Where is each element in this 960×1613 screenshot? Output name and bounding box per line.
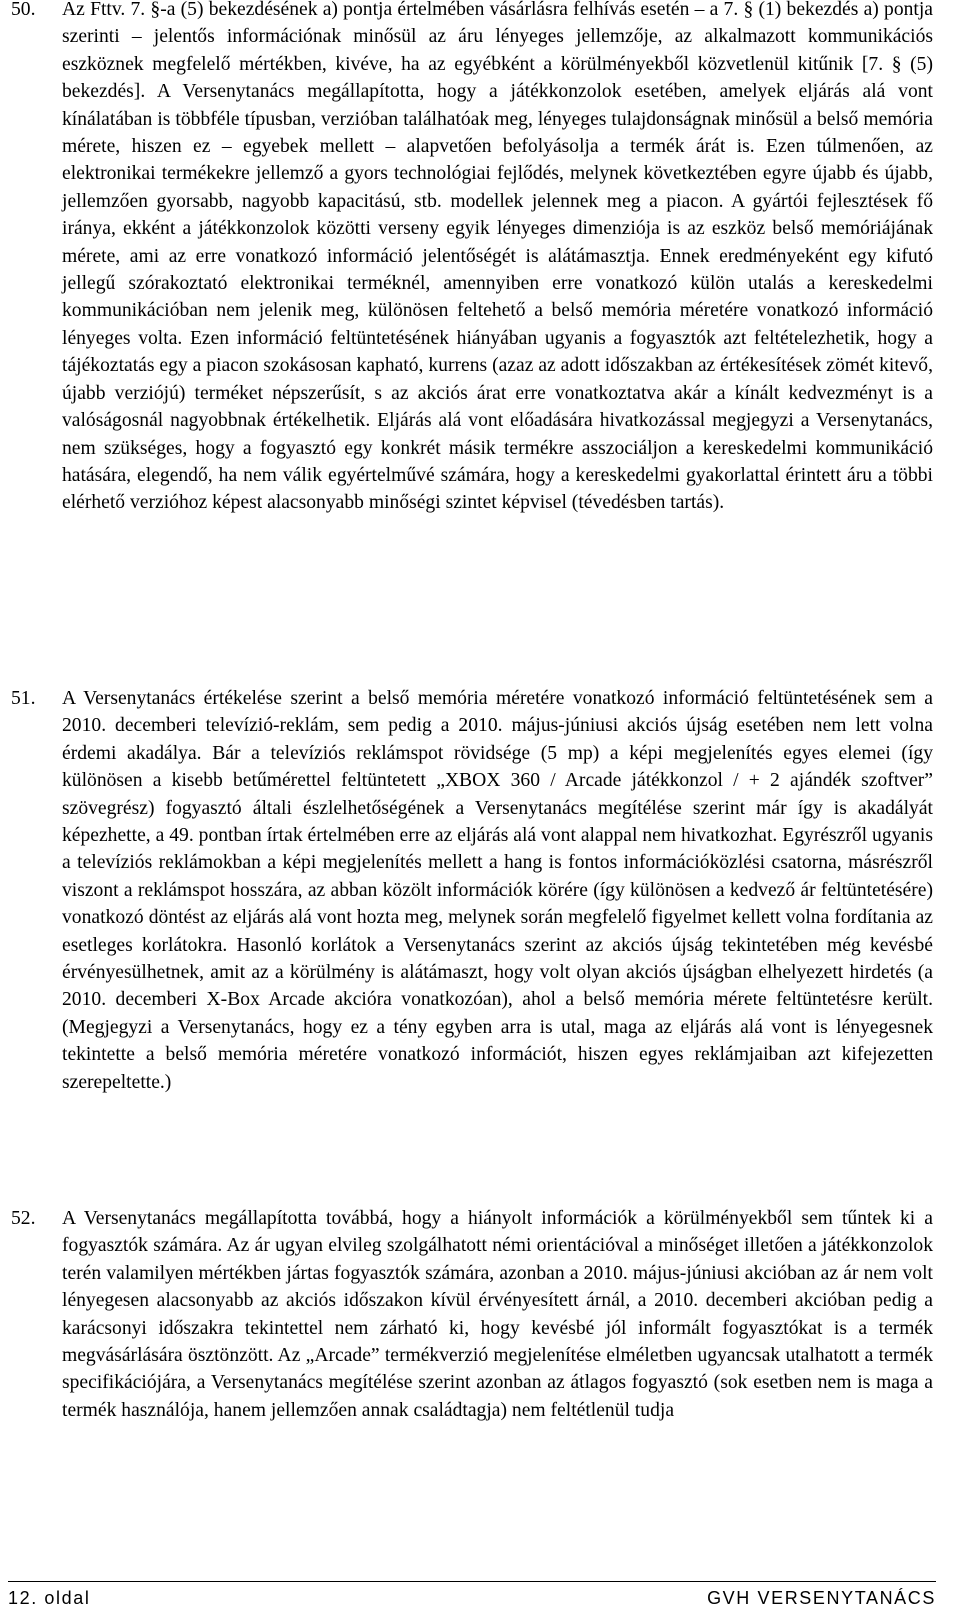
paragraph-number: 51. (11, 688, 36, 709)
paragraph-number: 52. (11, 1208, 36, 1229)
paragraph-52-text: A Versenytanács megállapította továbbá, hogy a hiányolt információk a körülményekből sem tűntek ki a fogyasztók számára. Az ár ugyan elvileg szolgálhatott némi orientációval a minőséget illetően a játékkonzolok terén valamilyen mértékben jártas fogyasztók számára, azonban a 2010. május-júniusi akcióban az ár nem volt lényegesen alacsonyabb az akciós időszakon kívül érvényesített árnál, a 2010. decemberi akcióban pedig a karácsonyi időszakra tekintettel nem zárható ki, hogy kevésbé jól informált fogyasztókat is a termék megvásárlására ösztönzött. Az „Arcade” termékverzió megjelenítése elméletben ugyancsak utalhatott a termék specifikációjára, a Versenytanács megítélése szerint azonban az átlagos fogyasztó (sok esetben nem is maga a termék használója, hanem jellemzően annak családtagja) nem feltétlenül tudja (62, 1208, 933, 1421)
paragraph-51-text: A Versenytanács értékelése szerint a belső memória méretére vonatkozó információ feltüntetésének sem a 2010. decemberi televízió-reklám, sem pedig a 2010. május-júniusi akciós újság esetében nem lett volna érdemi akadálya. Bár a televíziós reklámspot rövidsége (5 mp) a képi megjelenítés egyes elemei (így különösen a kisebb betűmérettel feltüntetett „XBOX 360 / Arcade játékkonzol / + 2 ajándék szoftver” szövegrész) fogyasztó általi észlelhetőségének a Versenytanács megítélése szerint már így is akadályát képezhette, a 49. pontban írtak értelmében erre az eljárás alá vont alappal nem hivatkozhat. Egyrészről ugyanis a televíziós reklámokban a képi megjelenítés mellett a hang is fontos információközlési csatorna, másrészről viszont a reklámspot hosszára, az abban közölt információk körére (így különösen a kedvező ár feltüntetésére) vonatkozó döntést az eljárás alá vont hozta meg, melynek során megfelelő figyelmet kellett volna fordítania az esetleges korlátokra. Hasonló korlátok a Versenytanács szerint az akciós újság tekintetében még kevésbé érvényesülhetnek, amit az a körülmény is alátámaszt, hogy volt olyan akciós újságban elhelyezett hirdetés (a 2010. decemberi X-Box Arcade akcióra vonatkozóan), ahol a belső memória mérete feltüntetésre került. (Megjegyzi a Versenytanács, hogy ez a tény egyben arra is utal, maga az eljárás alá vont is lényegesnek tekintette a belső memória méretére vonatkozó információt, hiszen egyes reklámjaiban azt kifejezetten szerepeltette.) (62, 688, 933, 1093)
page-number: 12. oldal (8, 1588, 91, 1608)
footer-divider (8, 1581, 936, 1582)
paragraph-50-text: Az Fttv. 7. §-a (5) bekezdésének a) pontja értelmében vásárlásra felhívás esetén – a 7. § (1) bekezdés a) pontja szerinti – jelentős információnak minősül az áru lényeges jellemzője, az alkalmazott kommunikációs eszköznek megfelelő mértékben, kivéve, ha az egyébként a körülményekből közvetlenül kitűnik [7. § (5) bekezdés]. A Versenytanács megállapította, hogy a játékkonzolok esetében, amelyek eljárás alá vont kínálatában is többféle típusban, verzióban találhatóak meg, lényeges tulajdonságnak minősül a belső memória mérete, hiszen ez – egyebek mellett – alapvetően befolyásolja a termék árát is. Ezen túlmenően, az elektronikai termékekre jellemző a gyors technológiai fejlődés, melynek következtében egyre újabb és újabb, jellemzően gyorsabb, nagyobb kapacitású, stb. modellek jelennek meg a piacon. A gyártói fejlesztések fő iránya, ekként a játékkonzolok közötti verseny egyik lényeges dimenziója is az eszköz belső memóriájának mérete, ami az erre vonatkozó információ jelentőségét is alátámasztja. Ennek eredményeként egy kifutó jellegű szórakoztató elektronikai terméknél, amennyiben erre vonatkozó külön utalás a kereskedelmi kommunikációban nem jelenik meg, különösen feltehető a belső memória méretére vonatkozó információ lényeges volta. Ezen információ feltüntetésének hiányában ugyanis a fogyasztók azt feltételezhetik, hogy a tájékoztatás egy a piacon szokásosan kapható, kurrens (azaz az adott időszakban az értékesítések zömét kitevő, újabb verziójú) terméket népszerűsít, s az akciós árat erre vonatkoztatva akár a kínált kedvezményt is a valóságosnál nagyobbnak értékelhetik. Eljárás alá vont előadására hivatkozással megjegyzi a Versenytanács, nem szükséges, hogy a fogyasztó egy konkrét másik termékre asszociáljon a kereskedelmi kommunikáció hatására, elegendő, ha nem válik egyértelművé számára, hogy a kereskedelmi gyakorlattal érintett áru a többi elérhető verzióhoz képest alacsonyabb minőségi szintet képvisel (tévedésben tartás). (62, 0, 933, 514)
paragraph-number: 50. (11, 0, 36, 20)
footer-organization: GVH VERSENYTANÁCS (707, 1588, 936, 1608)
